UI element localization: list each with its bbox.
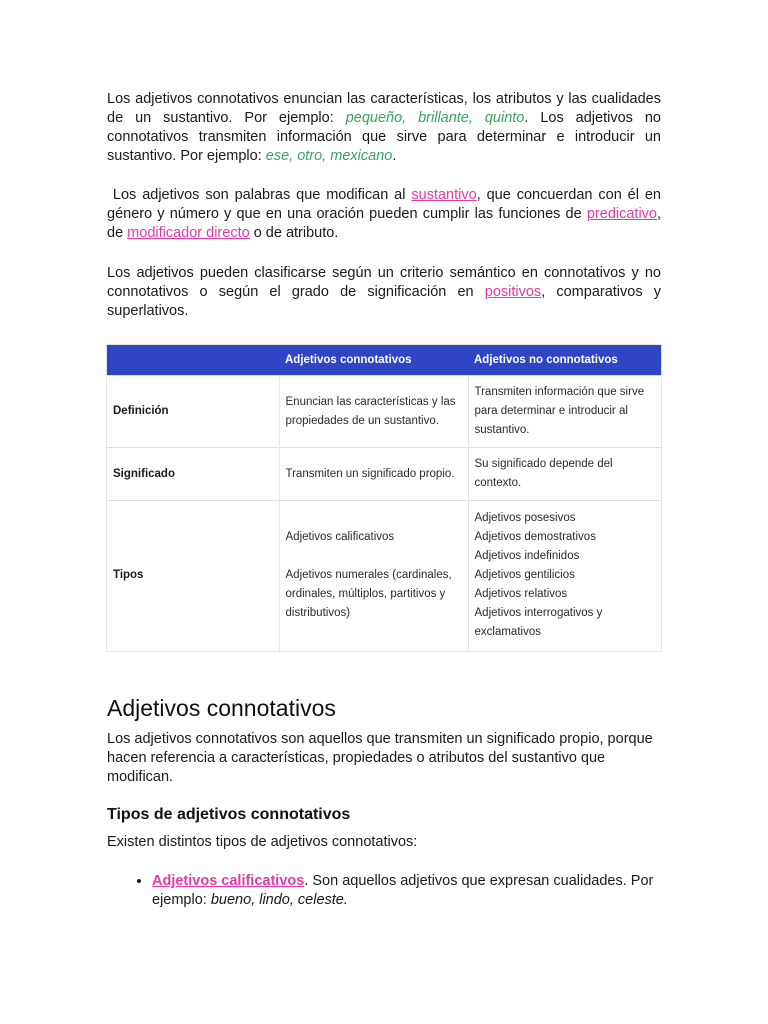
list-item: [152, 872, 661, 910]
intro-p1-end: .: [392, 148, 397, 164]
intro-paragraph-1: [107, 90, 661, 166]
intro-p3-text-b: , comparativos y superlativos.: [107, 284, 661, 319]
table-header-empty: [107, 345, 279, 376]
tipo-calificativos: Adjetivos calificativos: [285, 531, 395, 544]
intro-p1-examples-2: ese, otro, mexicano: [265, 148, 393, 164]
types-list: [107, 872, 661, 910]
section-sub-body: Existen distintos tipos de adjetivos connotativos:: [107, 834, 418, 850]
section-body: Los adjetivos connotativos son aquellos que transmiten un significado propio, porque hacen referencia a características, propiedades o atributos del sustantivo que modifican.: [107, 731, 653, 785]
tipo-relativos: Adjetivos relativos: [474, 588, 568, 601]
table-header-connotativos: Adjetivos connotativos: [279, 345, 468, 376]
section-subtitle: Tipos de adjetivos connotativos: [107, 806, 351, 823]
cell-tipos-no-connotativos: [468, 501, 661, 651]
row-label-significado: Significado: [107, 448, 279, 501]
tipo-numerales: Adjetivos numerales (cardinales, ordinales, múltiplos, partitivos y distributivos): [285, 569, 452, 620]
table-header-row: [107, 345, 661, 376]
intro-p1-text: Los adjetivos connotativos enuncian las características, los atributos y las cualidades de un sustantivo. Por ejemplo:: [107, 91, 661, 126]
tipo-demostrativos: Adjetivos demostrativos: [474, 531, 596, 544]
intro-p2-text-b: , que concuerdan con él en género y número y que en una oración pueden cumplir las funciones de: [107, 187, 661, 222]
table-header-no-connotativos: Adjetivos no connotativos: [468, 345, 661, 376]
cell-definicion-connotativos: Enuncian las características y las propiedades de un sustantivo.: [279, 376, 468, 448]
predicativo-link[interactable]: predicativo: [586, 206, 657, 222]
intro-p2-text-c: , de: [107, 206, 662, 241]
table-row: [107, 448, 661, 501]
intro-section: [107, 90, 661, 321]
intro-p1-examples: pequeño, brillante, quinto: [345, 110, 525, 126]
intro-p2-text: Los adjetivos son palabras que modifican al: [112, 187, 406, 203]
intro-p1-text-b: . Los adjetivos no connotativos transmiten información que sirve para determinar e introducir un sustantivo. Por ejemplo:: [107, 110, 661, 164]
tipo-interrogativos: Adjetivos interrogativos y exclamativos: [474, 607, 603, 639]
intro-p2-text-d: o de atributo.: [253, 225, 339, 241]
intro-p3-text: Los adjetivos pueden clasificarse según un criterio semántico en connotativos y no connotativos o según el grado de significación en: [107, 265, 661, 300]
table-row: [107, 501, 661, 651]
bullet-examples: bueno, lindo, celeste.: [210, 892, 348, 908]
row-label-definicion: Definición: [107, 376, 279, 448]
adjetivos-calificativos-link[interactable]: Adjetivos calificativos: [152, 873, 305, 889]
tipo-indefinidos: Adjetivos indefinidos: [474, 550, 580, 563]
tipo-gentilicios: Adjetivos gentilicios: [474, 569, 575, 582]
cell-tipos-connotativos: [279, 501, 468, 651]
cell-significado-no-connotativos: Su significado depende del contexto.: [468, 448, 661, 501]
cell-significado-connotativos: Transmiten un significado propio.: [279, 448, 468, 501]
intro-paragraph-3: [107, 264, 661, 321]
section-title: Adjetivos connotativos: [107, 695, 336, 721]
cell-definicion-no-connotativos: Transmiten información que sirve para determinar e introducir al sustantivo.: [468, 376, 661, 448]
modificador-directo-link[interactable]: modificador directo: [127, 225, 250, 241]
table-row: [107, 376, 661, 448]
adjectives-comparison-table: [107, 345, 661, 651]
intro-paragraph-2: [107, 186, 661, 243]
row-label-tipos: Tipos: [107, 501, 279, 651]
tipo-posesivos: Adjetivos posesivos: [474, 512, 576, 525]
section-connotativos: [107, 695, 661, 910]
bullet-text: . Son aquellos adjetivos que expresan cualidades. Por ejemplo:: [152, 873, 654, 908]
positivos-link[interactable]: positivos: [484, 284, 542, 300]
sustantivo-link[interactable]: sustantivo: [411, 187, 477, 203]
